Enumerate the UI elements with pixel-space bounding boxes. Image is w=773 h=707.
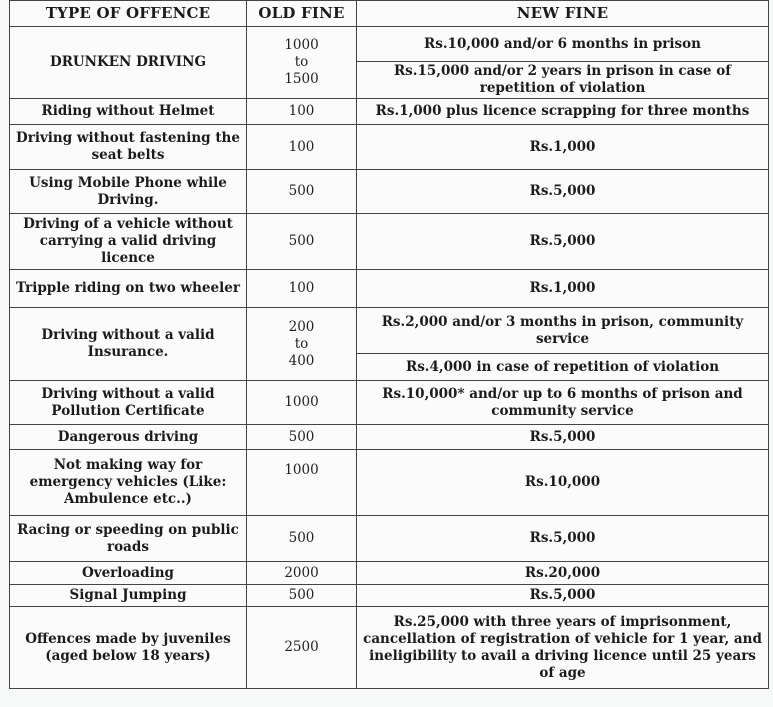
old-fine-to-word: to <box>294 54 309 70</box>
offence-cell: Using Mobile Phone while Driving. <box>10 170 247 214</box>
old-fine-cell: 1000 <box>247 450 357 516</box>
new-fine-cell: Rs.5,000 <box>357 585 769 607</box>
header-row <box>10 1 769 27</box>
old-fine-from: 200 <box>288 318 315 335</box>
offence-cell: DRUNKEN DRIVING <box>10 27 247 99</box>
new-fine-cell: Rs.2,000 and/or 3 months in prison, community service <box>357 308 769 354</box>
new-fine-repeat-cell: Rs.15,000 and/or 2 years in prison in case of repetition of violation <box>357 62 769 99</box>
old-fine-cell: 500 <box>247 585 357 607</box>
offence-cell: Driving without fastening the seat belts <box>10 125 247 170</box>
new-fine-cell: Rs.10,000* and/or up to 6 months of prison and community service <box>357 381 769 425</box>
table-row-racing <box>10 516 769 562</box>
table-row-seat-belts <box>10 125 769 170</box>
new-fine-cell: Rs.10,000 <box>357 450 769 516</box>
old-fine-cell: 500 <box>247 170 357 214</box>
old-fine-cell: 500 <box>247 516 357 562</box>
offence-cell: Not making way for emergency vehicles (Like: Ambulence etc..) <box>10 450 247 516</box>
offence-cell: Signal Jumping <box>10 585 247 607</box>
old-fine-to: 400 <box>288 352 315 369</box>
table-row-emergency-vehicles <box>10 450 769 516</box>
new-fine-cell: Rs.10,000 and/or 6 months in prison <box>357 27 769 62</box>
old-fine-to: 1500 <box>284 71 319 87</box>
table-row-juveniles <box>10 607 769 689</box>
new-fine-cell: Rs.5,000 <box>357 214 769 270</box>
new-fine-cell: Rs.5,000 <box>357 425 769 450</box>
old-fine-cell: 500 <box>247 214 357 270</box>
table-row-helmet <box>10 99 769 125</box>
old-fine-cell <box>247 308 357 381</box>
old-fine-cell: 1000 <box>247 381 357 425</box>
offence-cell: Offences made by juveniles (aged below 18 years) <box>10 607 247 689</box>
fines-table <box>9 0 769 689</box>
offence-cell: Racing or speeding on public roads <box>10 516 247 562</box>
old-fine-cell: 2000 <box>247 562 357 585</box>
offence-cell: Tripple riding on two wheeler <box>10 270 247 308</box>
table-row-driving-licence <box>10 214 769 270</box>
table-row-drunken-driving <box>10 27 769 62</box>
table-row-dangerous-driving <box>10 425 769 450</box>
header-offence: TYPE OF OFFENCE <box>10 1 247 27</box>
old-fine-cell: 2500 <box>247 607 357 689</box>
new-fine-repeat-cell: Rs.4,000 in case of repetition of violation <box>357 354 769 381</box>
offence-cell: Riding without Helmet <box>10 99 247 125</box>
offence-cell: Overloading <box>10 562 247 585</box>
new-fine-cell: Rs.5,000 <box>357 170 769 214</box>
offence-cell: Driving without a valid Pollution Certificate <box>10 381 247 425</box>
new-fine-cell: Rs.1,000 plus licence scrapping for three months <box>357 99 769 125</box>
table-row-signal-jumping <box>10 585 769 607</box>
old-fine-cell: 100 <box>247 125 357 170</box>
new-fine-cell: Rs.1,000 <box>357 125 769 170</box>
new-fine-cell: Rs.5,000 <box>357 516 769 562</box>
old-fine-to-word: to <box>294 335 309 352</box>
old-fine-cell: 100 <box>247 270 357 308</box>
header-old-fine: OLD FINE <box>247 1 357 27</box>
table-row-pollution <box>10 381 769 425</box>
old-fine-cell: 500 <box>247 425 357 450</box>
new-fine-cell: Rs.20,000 <box>357 562 769 585</box>
old-fine-cell: 100 <box>247 99 357 125</box>
offence-cell: Dangerous driving <box>10 425 247 450</box>
table-row-mobile-phone <box>10 170 769 214</box>
new-fine-cell: Rs.25,000 with three years of imprisonment, cancellation of registration of vehicle for 1 year, and ineligibility to avail a driving licence until 25 years of age <box>357 607 769 689</box>
table-row-insurance <box>10 308 769 354</box>
old-fine-from: 1000 <box>284 37 319 53</box>
offence-cell: Driving of a vehicle without carrying a valid driving licence <box>10 214 247 270</box>
old-fine-cell <box>247 27 357 99</box>
table-row-tripple-riding <box>10 270 769 308</box>
new-fine-cell: Rs.1,000 <box>357 270 769 308</box>
table-row-overloading <box>10 562 769 585</box>
offence-cell: Driving without a valid Insurance. <box>10 308 247 381</box>
header-new-fine: NEW FINE <box>357 1 769 27</box>
